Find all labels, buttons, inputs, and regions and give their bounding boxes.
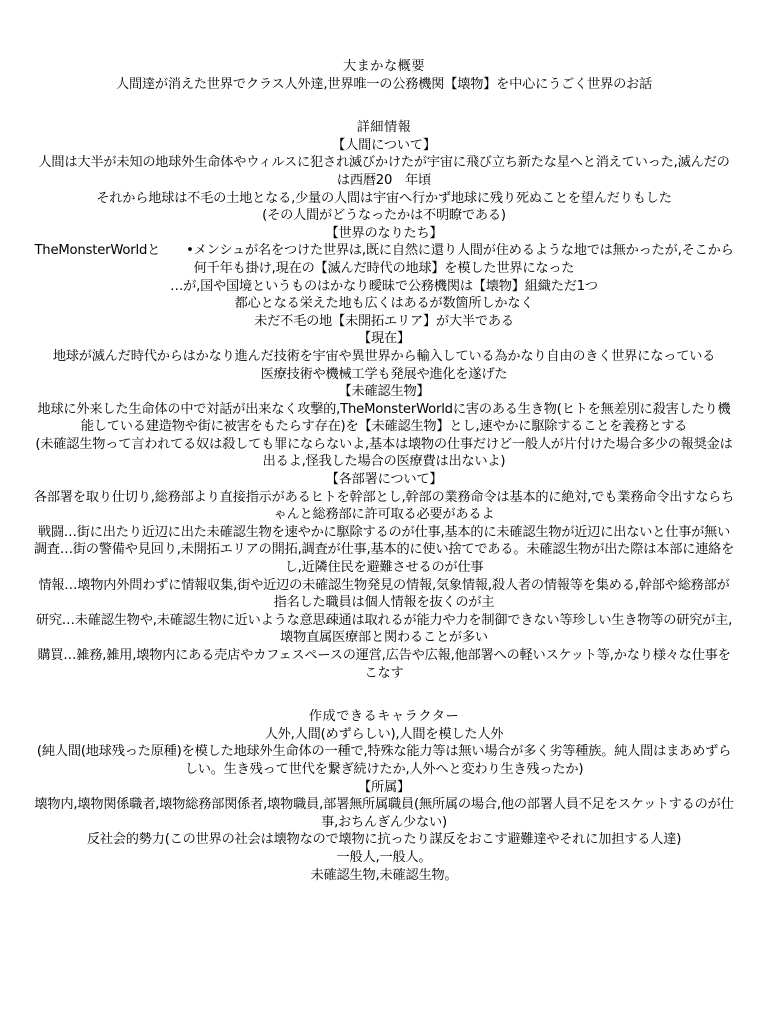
unconfirmed-paragraph-2: (未確認生物って言われてる奴は殺しても罪にならないよ,基本は壊物の仕事だけど一般人が片付けた場合多少の報奨金は出るよ,怪我した場合の医療費は出ないよ) — [35, 436, 733, 470]
unconfirmed-heading: 【未確認生物】 — [338, 384, 430, 400]
civilians-text: 一般人,一般人。 — [336, 849, 432, 865]
department-purchasing: 購買…雑務,雑用,壊物内にある売店やカフェスペースの運営,広告や広報,他部署への軽いスケット等,かなり様々な仕事をこなす — [37, 648, 731, 681]
humans-paragraph-1: 人間は大半が未知の地球外生命体やウィルスに犯され滅びかけたが宇宙に飛び立ち新たな星へと消えていった,滅んだのは西暦20 年頃 — [38, 155, 730, 188]
world-paragraph-4: 未だ不毛の地【未開拓エリア】が大半である — [254, 313, 514, 329]
overview-heading: 大まかな概要 — [342, 59, 426, 74]
departments-heading: 【各部署について】 — [325, 472, 443, 488]
humans-heading: 【人間について】 — [332, 137, 436, 153]
world-heading: 【世界のなりたち】 — [325, 225, 443, 241]
present-paragraph-2: 医療技術や機械工学も発展や進化を遂げた — [260, 366, 508, 382]
present-paragraph-1: 地球が滅んだ時代からはかなり進んだ技術を宇宙や異世界から輸入している為かなり自由のきく世界になっている — [52, 348, 716, 364]
department-intel: 情報…壊物内外問わずに情報収集,街や近辺の未確認生物発見の情報,気象情報,殺人者の情報等を集める,幹部や総務部が指名した職員は個人情報を抜くのが主 — [38, 577, 730, 611]
characters-paragraph-1: (純人間(地球残った原種)を模した地球外生命体の一種で,特殊な能力等は無い場合が多く劣等種族。純人間はまあめずらしい。生き残って世代を繋ぎ続けたか,人外へと変わり生き残ったか) — [36, 744, 732, 777]
world-paragraph-3: 都心となる栄えた地も広くはあるが数箇所しかなく — [234, 296, 534, 312]
humans-paragraph-3: (その人間がどうなったかは不明瞭である) — [262, 208, 506, 224]
department-general: 各部署を取り仕切り,総務部より直接指示があるヒトを幹部とし,幹部の業務命令は基本的に絶対,でも業務命令出すならちゃんと総務部に許可取る必要があるよ — [33, 489, 735, 523]
creatures-text: 未確認生物,未確認生物。 — [310, 867, 458, 883]
present-heading: 【現在】 — [358, 331, 410, 347]
details-heading: 詳細情報 — [356, 120, 412, 136]
document — [32, 58, 736, 884]
department-research: 研究…未確認生物や,未確認生物に近いような意思疎通は取れるが能力や力を制御できない等珍しい生き物等の研究が主,壊物直属医療部と関わることが多い — [35, 612, 733, 646]
anti-social-text: 反社会的勢力(この世界の社会は壊物なので壊物に抗ったり謀反をおこす避難達やそれに加担する人達) — [86, 832, 682, 848]
humans-paragraph-2: それから地球は不毛の土地となる,少量の人間は宇宙へ行かず地球に残り死ぬことを望んだりもした — [96, 190, 672, 206]
world-paragraph-1: TheMonsterWorldと •メンシュが名をつけた世界は,既に自然に還り人間が住めるような地では無かったが,そこから何千年も掛け,現在の【滅んだ時代の地球】を模した世界になった — [34, 243, 734, 276]
characters-heading: 作成できるキャラクター — [308, 709, 460, 725]
world-paragraph-2: …が,国や国境というものはかなり曖昧で公務機関は【壊物】組織ただ1つ — [170, 278, 598, 294]
affiliation-heading: 【所属】 — [358, 779, 410, 795]
department-investigation: 調査…街の警備や見回り,未開拓エリアの開拓,調査が仕事,基本的に使い捨てである。未確認生物が出た際は本部に連絡をし,近隣住民を避難させるのが仕事 — [33, 542, 735, 576]
department-combat: 戦闘…街に出たり近辺に出た未確認生物を速やかに駆除するのが仕事,基本的に未確認生物が近辺に出ないと仕事が無い — [37, 524, 731, 540]
characters-types: 人外,人間(めずらしい),人間を模した人外 — [264, 726, 504, 742]
affiliation-text: 壊物内,壊物関係職者,壊物総務部関係者,壊物職員,部署無所属職員(無所属の場合,他の部署人員不足をスケットするのが仕事,おちんぎん少ない) — [34, 797, 734, 830]
unconfirmed-paragraph-1: 地球に外来した生命体の中で対話が出来なく攻撃的,TheMonsterWorldに害のある生き物(ヒトを無差別に殺害したり機能している建造物や街に被害をもたらす存在)を【未確認生物】とし,速やかに駆除することを義務とする — [37, 401, 731, 435]
overview-text: 人間達が消えた世界でクラス人外達,世界唯一の公務機関【壊物】を中心にうごく世界のお話 — [115, 76, 653, 92]
